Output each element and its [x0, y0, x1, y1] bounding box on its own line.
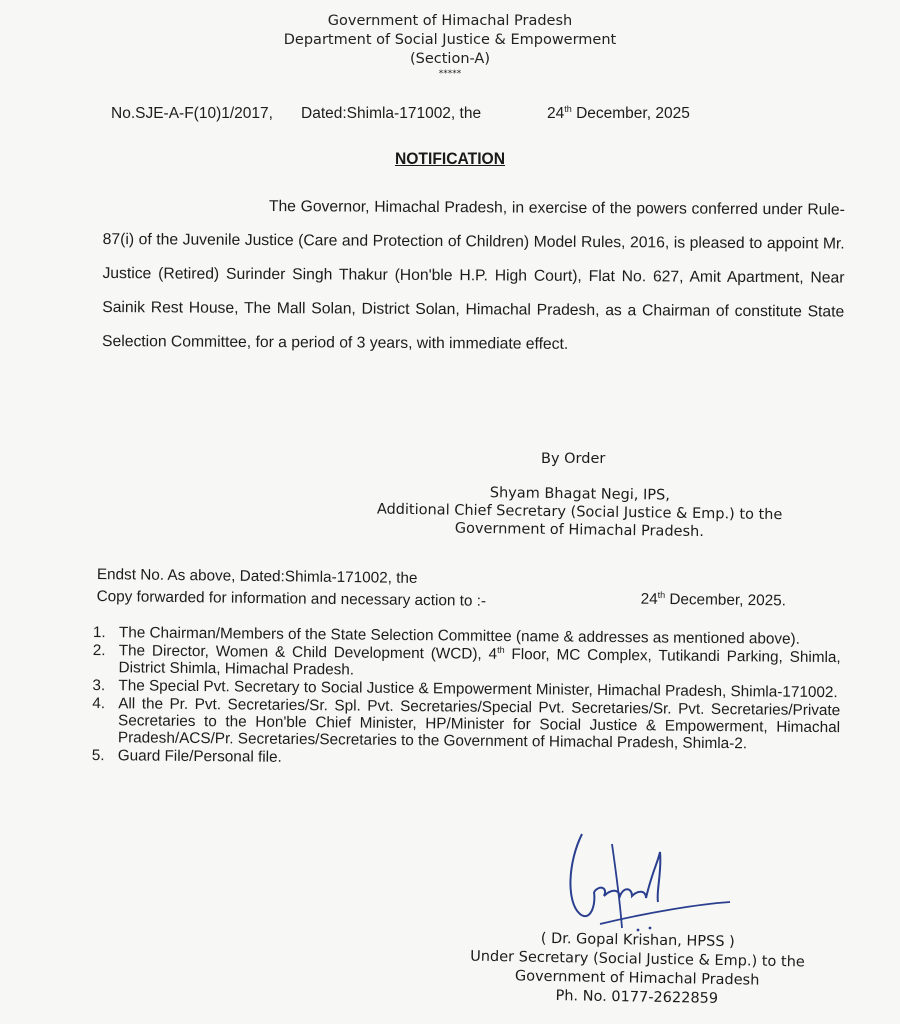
document-title: NOTIFICATION	[394, 149, 506, 168]
signatory-block-secondary	[437, 928, 838, 1011]
signatory-office: Government of Himachal Pradesh.	[454, 520, 704, 541]
list-item-number: 2.	[92, 641, 106, 660]
letterhead-section: (Section-A)	[409, 51, 491, 67]
list-item-text: All the Pr. Pvt. Secretaries/Sr. Spl. Pvt. Secretaries/Special Pvt. Secretaries/Sr. Pvt. Secretaries/Private Secretaries to the Hon'ble Chief Minister, HP/Minister for Social Justice & Empowerment, Himachal Pradesh/ACS/Pr. Secretaries/Secretaries to the Government of Himachal Pradesh, Shimla-2.	[117, 695, 841, 753]
endorsement-date	[641, 591, 786, 611]
signature-stroke	[594, 852, 660, 902]
signatory-designation: Additional Chief Secretary (Social Justice & Emp.) to the	[376, 501, 783, 524]
signature-stroke	[612, 844, 622, 928]
reference-number: No.SJE-A-F(10)1/2017,	[111, 105, 273, 122]
endorsement	[96, 566, 827, 610]
copy-distribution-list	[92, 624, 841, 772]
endorsement-reference: Endst No. As above, Dated:Shimla-171002, the	[96, 566, 418, 587]
handwritten-signature	[560, 832, 760, 942]
signatory-office: Government of Himachal Pradesh	[514, 968, 760, 989]
reference-day-suffix: th	[564, 104, 572, 114]
endorsement-copy-forwarded: Copy forwarded for information and necessary action to :-	[96, 587, 487, 610]
signatory-designation: Under Secretary (Social Justice & Emp.) to the	[470, 948, 805, 971]
letterhead-department: Department of Social Justice & Empowerment	[283, 32, 617, 48]
endorsement-day: 24	[640, 590, 658, 608]
signatory-block-primary	[339, 482, 820, 543]
list-item-text: The Director, Women & Child Development (WCD), 4	[118, 642, 498, 663]
reference-date	[547, 105, 690, 123]
endorsement-month-year: December, 2025.	[665, 590, 787, 610]
signatory-phone: Ph. No. 0177-2622859	[555, 988, 719, 1007]
letterhead-stars: *****	[438, 69, 462, 79]
list-item	[93, 642, 841, 683]
signature-dot	[649, 927, 652, 930]
signature-stroke	[570, 834, 594, 916]
reference-day: 24	[547, 105, 565, 122]
list-item-number: 1.	[92, 624, 106, 642]
list-item-text: Guard File/Personal file.	[117, 747, 282, 766]
signatory-name: ( Dr. Gopal Krishan, HPSS )	[540, 930, 735, 951]
reference-place: Dated:Shimla-171002, the	[301, 105, 482, 122]
endorsement-day-suffix: th	[657, 589, 666, 600]
list-item-number: 4.	[92, 694, 106, 713]
list-item	[92, 695, 840, 753]
letterhead	[0, 12, 900, 79]
list-item-sup: th	[497, 644, 505, 655]
list-item-number: 3.	[92, 676, 106, 695]
by-order: By Order	[541, 451, 606, 467]
notification-body: The Governor, Himachal Pradesh, in exercise of the powers conferred under Rule-87(i) of the Juvenile Justice (Care and Protection of Children) Model Rules, 2016, is pleased to appoint Mr. Justice (Retired) Surinder Singh Thakur (Hon'ble H.P. High Court), Flat No. 627, Amit Apartment, Near Sainik Rest House, The Mall Solan, District Solan, Himachal Pradesh, as a Chairman of constitute State Selection Committee, for a period of 3 years, with immediate effect.	[102, 198, 845, 353]
list-item-text: The Chairman/Members of the State Selection Committee (name & addresses as mentioned above).	[118, 624, 801, 648]
list-item-number: 5.	[91, 746, 105, 765]
letterhead-government: Government of Himachal Pradesh	[327, 13, 573, 29]
list-item-text-cont: Floor, MC Complex, Tutikandi Parking, Shimla, District Shimla, Himachal Pradesh.	[118, 645, 841, 679]
list-item-text: The Special Pvt. Secretary to Social Justice & Empowerment Minister, Himachal Pradesh, Shimla-171002.	[118, 677, 838, 702]
signatory-name: Shyam Bhagat Negi, IPS,	[489, 485, 670, 504]
reference-month-year: December, 2025	[571, 105, 690, 122]
